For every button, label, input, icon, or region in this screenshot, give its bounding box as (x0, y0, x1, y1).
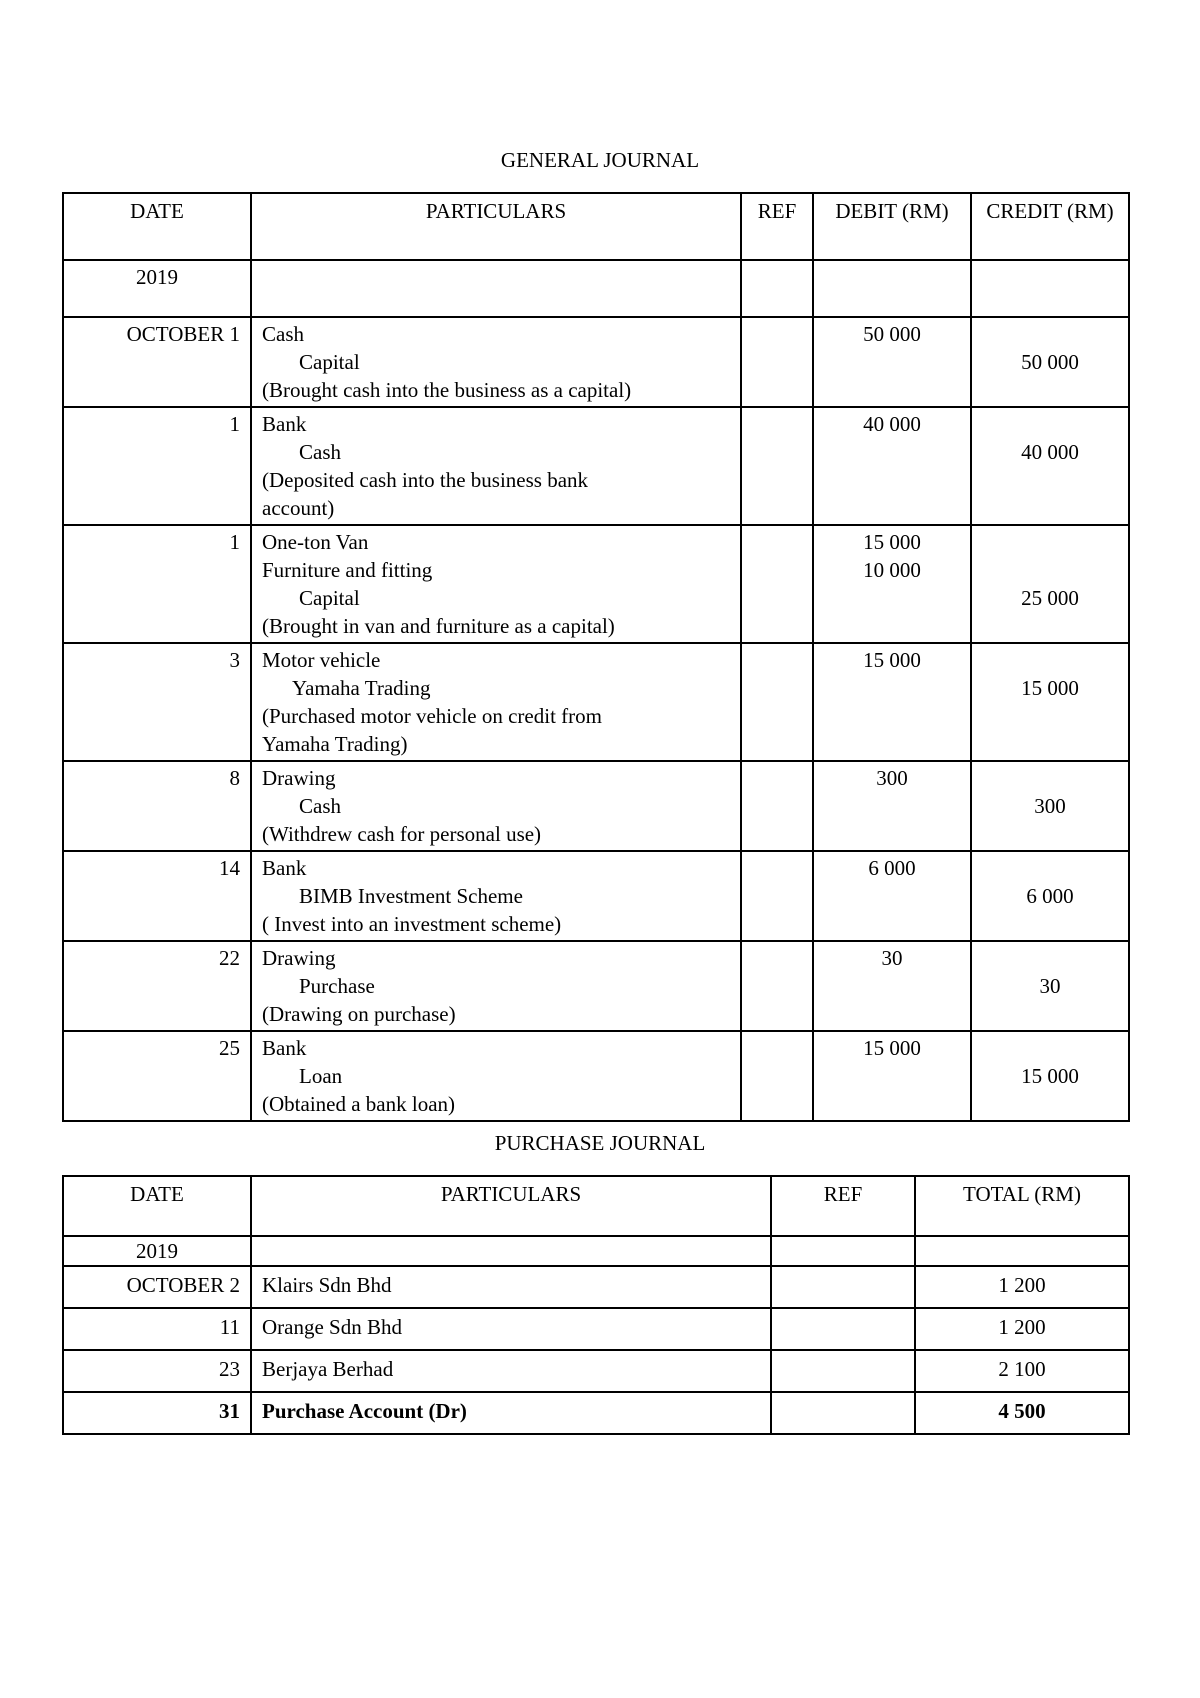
gj-date-cell (63, 851, 251, 941)
pj-ref-cell (771, 1350, 915, 1392)
gj-credit-amount: 6 000 (1026, 884, 1074, 908)
gj-date-cell (63, 941, 251, 1031)
gj-particulars-cell (251, 407, 741, 525)
gj-particulars-cell (251, 851, 741, 941)
gj-debit-amount (824, 730, 960, 758)
gj-year-credit (971, 260, 1129, 317)
gj-credit-amount (982, 730, 1118, 758)
gj-date-cell (63, 317, 251, 407)
gj-credit-amount: 300 (1034, 794, 1066, 818)
gj-debit-amount: 30 (881, 946, 903, 970)
gj-particular-line: (Drawing on purchase) (262, 1002, 456, 1026)
gj-credit-cell (971, 525, 1129, 643)
pj-date-cell: 31 (63, 1392, 251, 1434)
gj-debit-amount (824, 438, 960, 466)
gj-date-cell (63, 1031, 251, 1121)
gj-credit-amount (982, 1000, 1118, 1028)
gj-debit-header: DEBIT (RM) (813, 193, 971, 260)
gj-debit-amount (824, 882, 960, 910)
gj-particular-line: Bank (262, 856, 307, 880)
pj-particulars-cell: Orange Sdn Bhd (251, 1308, 771, 1350)
gj-credit-cell (971, 851, 1129, 941)
gj-debit-cell (813, 941, 971, 1031)
gj-particular-line: account) (262, 496, 335, 520)
gj-ref-cell (741, 1031, 813, 1121)
gj-particular-line: Purchase (299, 974, 375, 998)
gj-credit-amount (982, 494, 1118, 522)
gj-entry-date: 25 (219, 1036, 240, 1060)
gj-credit-amount (982, 820, 1118, 848)
gj-credit-amount (982, 910, 1118, 938)
gj-ref-cell (741, 941, 813, 1031)
gj-particular-line: Motor vehicle (262, 648, 381, 672)
gj-year-particulars (251, 260, 741, 317)
pj-date-header: DATE (63, 1176, 251, 1236)
gj-ref-cell (741, 851, 813, 941)
gj-debit-amount (824, 376, 960, 404)
gj-ref-cell (741, 761, 813, 851)
gj-credit-amount: 50 000 (1021, 350, 1079, 374)
purchase-journal-table (62, 1175, 1130, 1435)
gj-particular-line: (Purchased motor vehicle on credit from (262, 704, 602, 728)
pj-particulars-header: PARTICULARS (251, 1176, 771, 1236)
gj-debit-amount: 15 000 (863, 648, 921, 672)
pj-date-cell: 23 (63, 1350, 251, 1392)
gj-entry-row (63, 761, 1129, 851)
gj-debit-cell (813, 407, 971, 525)
gj-credit-amount (982, 646, 1118, 674)
gj-ref-cell (741, 643, 813, 761)
gj-debit-amount (824, 1090, 960, 1118)
pj-row (63, 1308, 1129, 1350)
pj-particulars-cell: Purchase Account (Dr) (251, 1392, 771, 1434)
gj-debit-cell (813, 525, 971, 643)
gj-ref-cell (741, 525, 813, 643)
gj-entry-row (63, 407, 1129, 525)
gj-particular-line: Capital (299, 586, 360, 610)
gj-ref-cell (741, 317, 813, 407)
gj-credit-amount (982, 556, 1118, 584)
gj-debit-cell (813, 851, 971, 941)
gj-credit-amount (982, 528, 1118, 556)
general-journal-header-row (63, 193, 1129, 260)
gj-debit-amount: 40 000 (863, 412, 921, 436)
pj-particulars-cell: Berjaya Berhad (251, 1350, 771, 1392)
gj-credit-amount (982, 1034, 1118, 1062)
gj-debit-amount: 15 000 (863, 530, 921, 554)
pj-year: 2019 (63, 1236, 251, 1266)
gj-debit-cell (813, 317, 971, 407)
gj-credit-amount (982, 702, 1118, 730)
gj-particular-line: Drawing (262, 766, 336, 790)
gj-particular-line: Yamaha Trading) (262, 732, 408, 756)
gj-credit-cell (971, 1031, 1129, 1121)
pj-row (63, 1266, 1129, 1308)
gj-entry-date: 22 (219, 946, 240, 970)
gj-debit-amount (824, 702, 960, 730)
pj-total-cell: 2 100 (915, 1350, 1129, 1392)
gj-debit-amount (824, 674, 960, 702)
gj-debit-amount (824, 820, 960, 848)
pj-year-row (63, 1236, 1129, 1266)
gj-entry-row (63, 525, 1129, 643)
pj-year-total (915, 1236, 1129, 1266)
gj-debit-amount (824, 792, 960, 820)
gj-date-cell (63, 761, 251, 851)
gj-particulars-cell (251, 1031, 741, 1121)
gj-particular-line: Bank (262, 412, 307, 436)
gj-particular-line: Yamaha Trading (292, 676, 431, 700)
gj-entry-row (63, 941, 1129, 1031)
gj-credit-header: CREDIT (RM) (971, 193, 1129, 260)
gj-entry-date: 3 (229, 648, 240, 672)
gj-year-debit (813, 260, 971, 317)
gj-entry-date: 14 (219, 856, 240, 880)
gj-debit-amount: 300 (876, 766, 908, 790)
gj-debit-amount: 50 000 (863, 322, 921, 346)
gj-ref-header: REF (741, 193, 813, 260)
gj-entry-date: 1 (229, 530, 240, 554)
gj-particular-line: Drawing (262, 946, 336, 970)
pj-ref-cell (771, 1266, 915, 1308)
pj-date-cell: 11 (63, 1308, 251, 1350)
gj-year: 2019 (63, 260, 251, 317)
gj-debit-amount: 6 000 (868, 856, 916, 880)
gj-credit-amount (982, 944, 1118, 972)
gj-particular-line: (Withdrew cash for personal use) (262, 822, 542, 846)
pj-year-ref (771, 1236, 915, 1266)
gj-particular-line: One-ton Van (262, 530, 369, 554)
gj-debit-amount (824, 1062, 960, 1090)
gj-entry-row (63, 1031, 1129, 1121)
gj-ref-cell (741, 407, 813, 525)
gj-credit-cell (971, 643, 1129, 761)
gj-debit-amount: 10 000 (863, 558, 921, 582)
gj-debit-amount (824, 612, 960, 640)
gj-debit-amount (824, 910, 960, 938)
gj-credit-amount (982, 1090, 1118, 1118)
gj-debit-amount (824, 494, 960, 522)
gj-particular-line: Loan (299, 1064, 343, 1088)
gj-particular-line: Bank (262, 1036, 307, 1060)
pj-total-cell: 1 200 (915, 1308, 1129, 1350)
gj-entry-row (63, 851, 1129, 941)
gj-particular-line: (Deposited cash into the business bank (262, 468, 589, 492)
gj-credit-amount (982, 612, 1118, 640)
pj-particulars-cell: Klairs Sdn Bhd (251, 1266, 771, 1308)
gj-particular-line: Furniture and fitting (262, 558, 433, 582)
gj-date-cell (63, 643, 251, 761)
gj-credit-amount (982, 376, 1118, 404)
gj-debit-amount (824, 466, 960, 494)
gj-credit-amount: 15 000 (1021, 1064, 1079, 1088)
gj-date-cell (63, 525, 251, 643)
pj-total-header: TOTAL (RM) (915, 1176, 1129, 1236)
gj-debit-amount (824, 348, 960, 376)
pj-row (63, 1350, 1129, 1392)
gj-credit-amount (982, 854, 1118, 882)
gj-credit-amount: 15 000 (1021, 676, 1079, 700)
gj-credit-cell (971, 407, 1129, 525)
gj-debit-cell (813, 761, 971, 851)
pj-year-particulars (251, 1236, 771, 1266)
gj-credit-cell (971, 317, 1129, 407)
gj-particular-line: (Brought in van and furniture as a capital) (262, 614, 615, 638)
gj-credit-amount (982, 764, 1118, 792)
gj-particular-line: Cash (299, 440, 341, 464)
gj-particular-line: Cash (299, 794, 341, 818)
gj-particulars-header: PARTICULARS (251, 193, 741, 260)
gj-particular-line: (Obtained a bank loan) (262, 1092, 456, 1116)
gj-debit-amount (824, 1000, 960, 1028)
pj-total-cell: 1 200 (915, 1266, 1129, 1308)
gj-particular-line: (Brought cash into the business as a capital) (262, 378, 632, 402)
pj-row (63, 1392, 1129, 1434)
gj-credit-amount (982, 320, 1118, 348)
gj-date-header: DATE (63, 193, 251, 260)
pj-ref-cell (771, 1308, 915, 1350)
gj-particulars-cell (251, 525, 741, 643)
gj-entry-row (63, 317, 1129, 407)
gj-entry-date: 8 (229, 766, 240, 790)
gj-credit-cell (971, 941, 1129, 1031)
pj-total-cell: 4 500 (915, 1392, 1129, 1434)
gj-date-cell (63, 407, 251, 525)
gj-debit-amount (824, 972, 960, 1000)
purchase-journal-title: PURCHASE JOURNAL (494, 1131, 706, 1155)
gj-particular-line: Cash (262, 322, 304, 346)
gj-credit-amount (982, 466, 1118, 494)
pj-ref-header: REF (771, 1176, 915, 1236)
purchase-journal-header-row (63, 1176, 1129, 1236)
gj-credit-cell (971, 761, 1129, 851)
gj-debit-amount: 15 000 (863, 1036, 921, 1060)
gj-particulars-cell (251, 317, 741, 407)
gj-year-row (63, 260, 1129, 317)
gj-particulars-cell (251, 941, 741, 1031)
gj-credit-amount: 25 000 (1021, 586, 1079, 610)
gj-particulars-cell (251, 761, 741, 851)
gj-particulars-cell (251, 643, 741, 761)
gj-debit-cell (813, 1031, 971, 1121)
gj-credit-amount (982, 410, 1118, 438)
gj-entry-row (63, 643, 1129, 761)
gj-entry-date: OCTOBER 1 (126, 322, 240, 346)
gj-particular-line: Capital (299, 350, 360, 374)
gj-particular-line: ( Invest into an investment scheme) (262, 912, 562, 936)
pj-date-cell: OCTOBER 2 (63, 1266, 251, 1308)
gj-entry-date: 1 (229, 412, 240, 436)
gj-year-ref (741, 260, 813, 317)
gj-particular-line: BIMB Investment Scheme (299, 884, 523, 908)
gj-debit-amount (824, 584, 960, 612)
general-journal-table (62, 192, 1130, 1122)
gj-debit-cell (813, 643, 971, 761)
gj-credit-amount: 40 000 (1021, 440, 1079, 464)
pj-ref-cell (771, 1392, 915, 1434)
general-journal-title: GENERAL JOURNAL (500, 148, 700, 172)
gj-credit-amount: 30 (1039, 974, 1061, 998)
